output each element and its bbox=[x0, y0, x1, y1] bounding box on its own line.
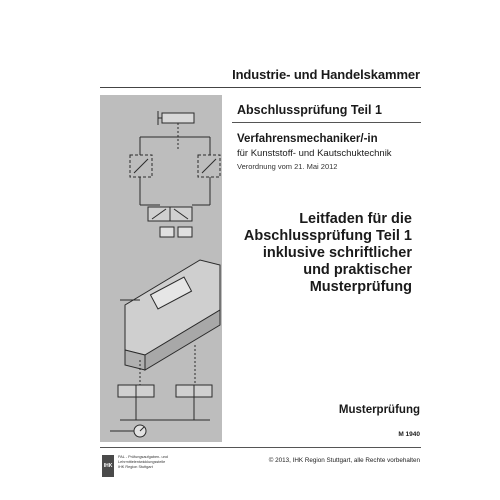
cylinder-symbol bbox=[162, 113, 194, 123]
main-title-line: inklusive schriftlicher bbox=[262, 245, 412, 261]
bottom-divider bbox=[100, 447, 421, 448]
ihk-logo: IHK bbox=[102, 455, 114, 477]
main-title-line: und praktischer bbox=[303, 262, 412, 278]
specialty-subtitle: für Kunststoff- und Kautschuktechnik bbox=[237, 148, 392, 159]
pneumatic-diagram-illustration bbox=[100, 95, 222, 442]
exam-title: Abschlussprüfung Teil 1 bbox=[237, 103, 382, 117]
main-title-line: Leitfaden für die bbox=[299, 211, 412, 227]
document-code: M 1940 bbox=[398, 431, 420, 438]
logo-caption-line: PAL - Prüfungsaufgaben- und bbox=[118, 455, 168, 459]
profession-title: Verfahrensmechaniker/-in bbox=[237, 133, 378, 145]
logo-caption-line: Lehrmittelentwicklungsstelle bbox=[118, 460, 166, 464]
main-title-line: Musterprüfung bbox=[309, 279, 412, 295]
document-type: Musterprüfung bbox=[338, 404, 420, 416]
main-title bbox=[232, 211, 412, 296]
regulation-date: Verordnung vom 21. Mai 2012 bbox=[237, 162, 338, 171]
logo-caption bbox=[118, 455, 198, 470]
top-divider bbox=[100, 87, 421, 88]
copyright-notice: © 2013, IHK Region Stuttgart, alle Rechte vorbehalten bbox=[268, 457, 420, 464]
main-title-line: Abschlussprüfung Teil 1 bbox=[243, 228, 412, 244]
pneumatic-schematic bbox=[100, 95, 222, 442]
logo-caption-line: IHK Region Stuttgart bbox=[118, 465, 153, 469]
publisher-name: Industrie- und Handelskammer bbox=[232, 67, 420, 82]
exam-divider bbox=[232, 122, 421, 123]
